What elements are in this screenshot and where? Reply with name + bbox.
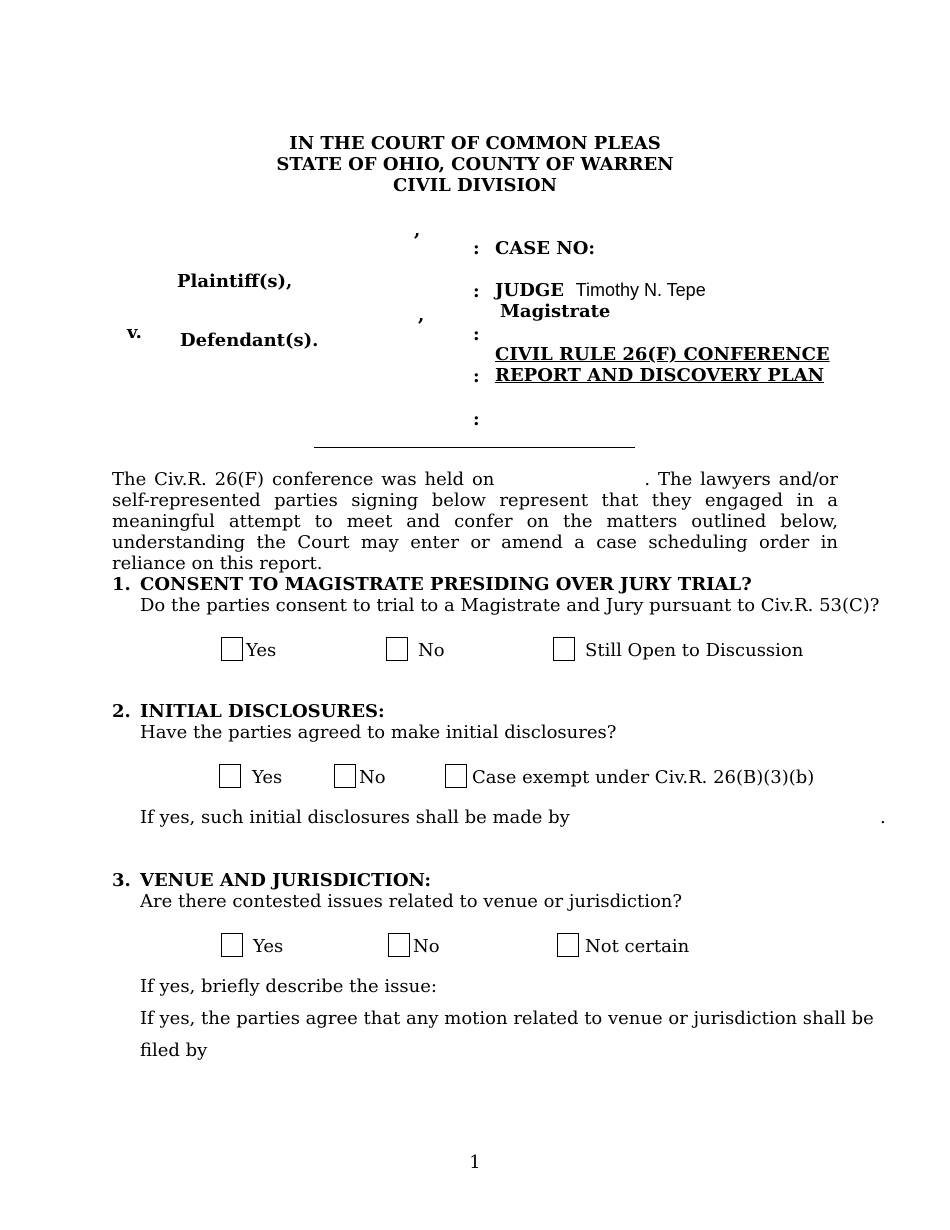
intro-text-2: . The lawyers and/or self-represented parties signing below represent that they engaged in a meaningful attempt to meet and confer on the matters outlined below, understanding the Court may enter or amend a case scheduling order in reliance on this report. [112, 469, 838, 574]
section-2-title: INITIAL DISCLOSURES: [140, 701, 385, 722]
option-open [553, 637, 803, 661]
judge-line [495, 280, 706, 301]
venue-followup-filed-by: filed by [140, 1040, 208, 1061]
judge-label: JUDGE [495, 280, 564, 301]
court-header [0, 133, 950, 196]
caption-colon: : [473, 409, 480, 430]
checkbox-consent-open[interactable] [553, 637, 575, 661]
section-3-question: Are there contested issues related to venue or jurisdiction? [140, 891, 683, 912]
option-no [334, 764, 386, 788]
section-2-number: 2. [112, 701, 131, 722]
checkbox-disclosures-exempt[interactable] [445, 764, 467, 788]
venue-followup-motion: If yes, the parties agree that any motion related to venue or jurisdiction shall be [140, 1008, 874, 1029]
defendant-comma: , [418, 305, 425, 326]
intro-text-1: The Civ.R. 26(F) conference was held on [112, 469, 495, 490]
option-label: No [418, 640, 445, 661]
option-exempt [445, 764, 814, 788]
option-label: Yes [253, 936, 284, 957]
venue-followup-describe: If yes, briefly describe the issue: [140, 976, 437, 997]
option-label: Yes [252, 767, 283, 788]
section-3-number: 3. [112, 870, 131, 891]
checkbox-disclosures-no[interactable] [334, 764, 356, 788]
option-label: Still Open to Discussion [585, 640, 804, 661]
court-state-county: STATE OF OHIO, COUNTY OF WARREN [276, 154, 674, 175]
checkbox-consent-yes[interactable] [221, 637, 243, 661]
disclosures-followup-period: . [880, 807, 886, 828]
option-not-certain [557, 933, 689, 957]
section-1-title: CONSENT TO MAGISTRATE PRESIDING OVER JURY TRIAL? [140, 574, 752, 595]
section-1-question: Do the parties consent to trial to a Magistrate and Jury pursuant to Civ.R. 53(C)? [140, 595, 880, 616]
magistrate-label: Magistrate [500, 301, 611, 322]
document-title-line2: REPORT AND DISCOVERY PLAN [495, 365, 825, 386]
checkbox-venue-not-certain[interactable] [557, 933, 579, 957]
option-no [386, 637, 445, 661]
option-label: Not certain [585, 936, 690, 957]
option-label: Case exempt under Civ.R. 26(B)(3)(b) [472, 767, 815, 788]
plaintiff-label: Plaintiff(s), [177, 271, 293, 292]
option-yes [221, 933, 283, 957]
court-name: IN THE COURT OF COMMON PLEAS [289, 133, 661, 154]
section-3-title: VENUE AND JURISDICTION: [140, 870, 432, 891]
caption-colon: : [473, 366, 480, 387]
section-2-question: Have the parties agreed to make initial disclosures? [140, 722, 617, 743]
checkbox-venue-no[interactable] [388, 933, 410, 957]
section-1-number: 1. [112, 574, 131, 595]
court-division: CIVIL DIVISION [392, 175, 558, 196]
case-number-label: CASE NO: [495, 238, 596, 259]
option-no [388, 933, 440, 957]
option-label: No [359, 767, 386, 788]
caption-colon: : [473, 238, 480, 259]
disclosures-followup: If yes, such initial disclosures shall be made by [140, 807, 570, 828]
checkbox-venue-yes[interactable] [221, 933, 243, 957]
versus-label: v. [127, 322, 142, 343]
option-label: No [413, 936, 440, 957]
option-label: Yes [246, 640, 277, 661]
checkbox-consent-no[interactable] [386, 637, 408, 661]
defendant-label: Defendant(s). [180, 330, 319, 351]
intro-paragraph [112, 469, 838, 574]
caption-divider [314, 447, 635, 448]
page-number: 1 [469, 1152, 481, 1173]
option-yes [219, 764, 282, 788]
caption-colon: : [473, 324, 480, 345]
checkbox-disclosures-yes[interactable] [219, 764, 241, 788]
caption-colon: : [473, 281, 480, 302]
document-title-line1: CIVIL RULE 26(F) CONFERENCE [495, 344, 830, 365]
plaintiff-comma: , [414, 220, 421, 241]
judge-name: Timothy N. Tepe [575, 280, 706, 300]
option-yes [221, 637, 276, 661]
